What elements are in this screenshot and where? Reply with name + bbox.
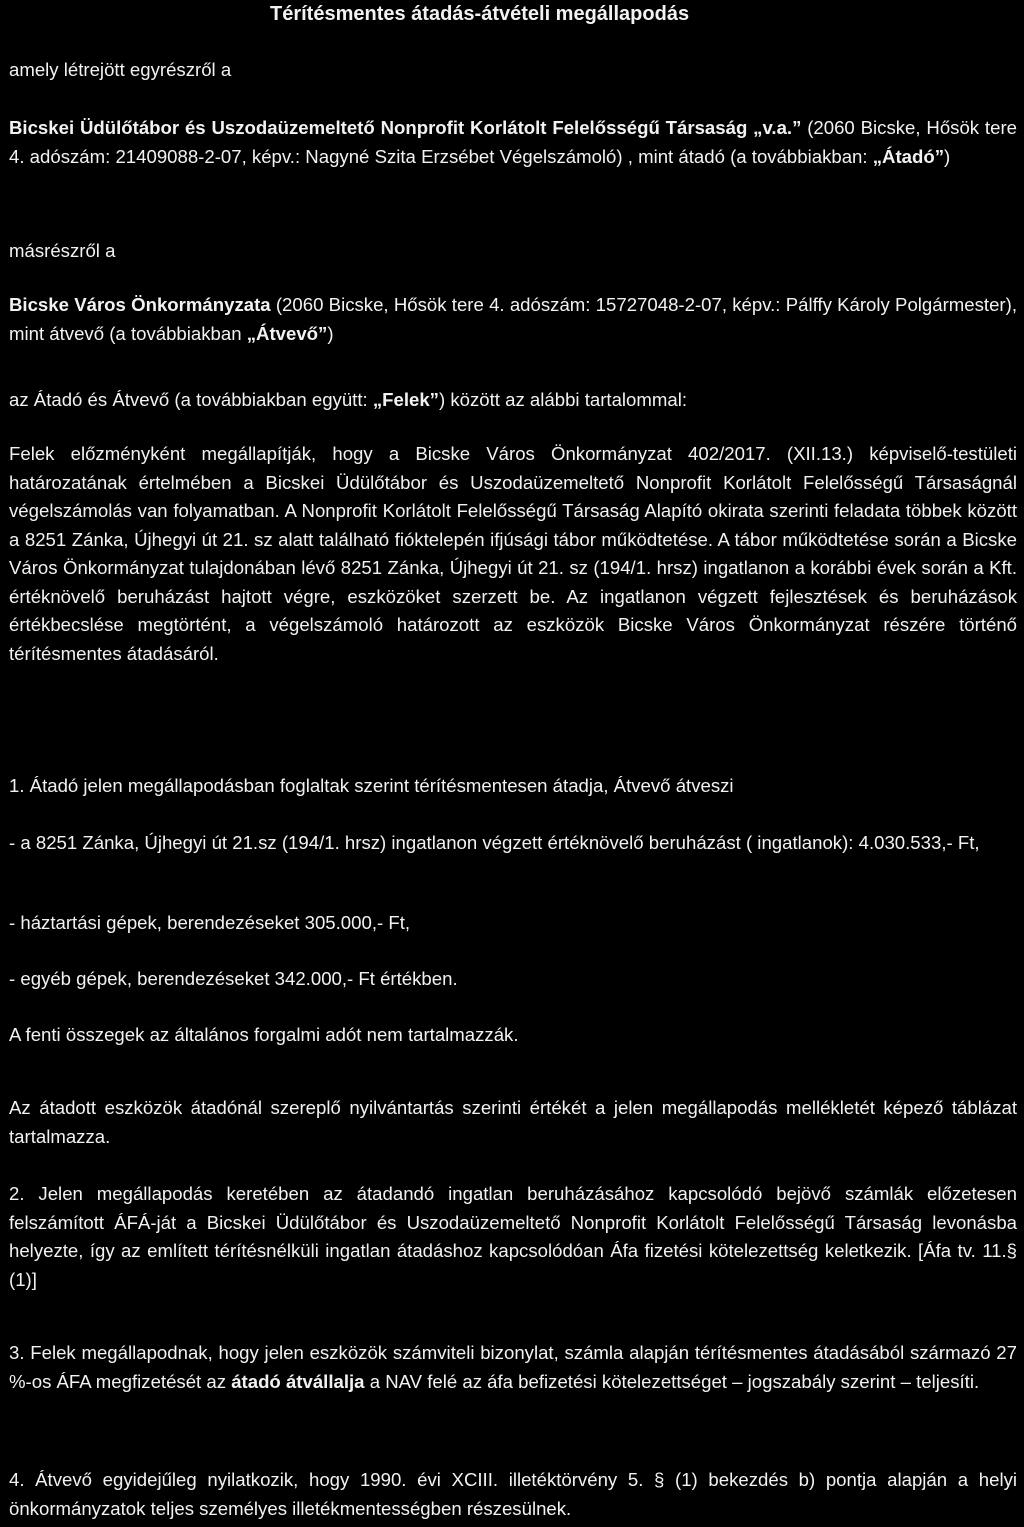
party2-paragraph: [9, 291, 1017, 348]
party2-details: (2060 Bicske, Hősök tere 4. adószám: 15727048-2-07, képv.: Pálffy Károly Polgármester), mint átvevő (a továbbiakban: [9, 294, 1017, 344]
clause-1: 1. Átadó jelen megállapodásban foglaltak szerint térítésmentesen átadja, Átvevő átveszi: [9, 775, 734, 796]
parties-paragraph: [9, 386, 1017, 415]
parties-before: az Átadó és Átvevő (a továbbiakban együtt:: [9, 389, 373, 410]
party2-short: „Átvevő”: [246, 322, 328, 344]
parties-short: „Felek”: [372, 389, 439, 410]
clause-3-text-end: a NAV felé az áfa befizetési kötelezettséget – jogszabály szerint – teljesíti.: [364, 1370, 980, 1392]
clause-3-text: 3. Felek megállapodnak, hogy jelen eszközök számviteli bizonylat, számla alapján térítésmentes átadásából származó 27 %-os ÁFA megfizetését az: [9, 1342, 1017, 1392]
party1-paragraph: [9, 114, 1017, 171]
vat-note: A fenti összegek az általános forgalmi adót nem tartalmazzák.: [9, 1024, 519, 1045]
party1-close: ): [944, 145, 951, 167]
asset-item-1: - a 8251 Zánka, Újhegyi út 21.sz (194/1. hrsz) ingatlanon végzett értéknövelő beruházást ( ingatlanok): 4.030.533,- Ft,: [9, 832, 980, 853]
clause-4: 4. Átvevő egyidejűleg nyilatkozik, hogy 1990. évi XCIII. illetéktörvény 5. § (1) bekezdés b) pontja alapján a helyi önkormányzatok teljes személyes illetékmentességben részesülnek.: [9, 1469, 1017, 1519]
clause-3: [9, 1339, 1017, 1396]
party1-short: „Átadó”: [872, 145, 945, 167]
document-title: Térítésmentes átadás-átvételi megállapodás: [270, 3, 690, 25]
parties-after: ) között az alábbi tartalommal:: [438, 389, 688, 410]
preamble-paragraph: Felek előzményként megállapítják, hogy a Bicske Város Önkormányzat 402/2017. (XII.13.) képviselő-testületi határozatának értelmében a Bicskei Üdülőtábor és Uszodaüzemeltető Nonprofit Korlátolt Felelősségű Társaságnál végelszámolás van folyamatban. A Nonprofit Korlátolt Felelősségű Társaság Alapító okirata szerinti feladata többek között a 8251 Zánka, Újhegyi út 21. sz alatt található fióktelepén ifjúsági tábor működtetése. A tábor működtetése során a Bicske Város Önkormányzat tulajdonában lévő 8251 Zánka, Újhegyi út 21. sz (194/1. hrsz) ingatlanon a korábbi évek során a Kft. értéknövelő beruházást hajtott végre, eszközöket szerzett be. Az ingatlanon végzett fejlesztések és beruházások értékbecslése megtörtént, a végelszámoló határozott az eszközök Bicske Város Önkormányzat részére történő térítésmentes átadásáról.: [9, 443, 1017, 664]
party2-close: ): [327, 322, 334, 344]
party1-name: Bicskei Üdülőtábor és Uszodaüzemeltető Nonprofit Korlátolt Felelősségű Társaság „v.a.”: [9, 117, 802, 138]
asset-item-2: - háztartási gépek, berendezéseket 305.000,- Ft,: [9, 912, 411, 933]
party2-name: Bicske Város Önkormányzata: [9, 294, 271, 315]
party1-details: (2060 Bicske, Hősök tere 4. adószám: 21409088-2-07, képv.: Nagyné Szita Erzsébet Végelszámoló) , mint átadó (a továbbiakban:: [9, 117, 1017, 167]
intro-line: amely létrejött egyrészről a: [9, 59, 232, 80]
clause-3-bold: átadó átvállalja: [231, 1370, 365, 1392]
asset-item-3: - egyéb gépek, berendezéseket 342.000,- Ft értékben.: [9, 968, 458, 989]
other-side-line: másrészről a: [9, 240, 116, 261]
clause-2: 2. Jelen megállapodás keretében az átadandó ingatlan beruházásához kapcsolódó bejövő számlák előzetesen felszámított ÁFÁ-ját a Bicskei Üdülőtábor és Uszodaüzemeltető Nonprofit Korlátolt Felelősségű Társaság levonásba helyezte, így az említett térítésnélküli ingatlan átadáshoz kapcsolódóan Áfa fizetési kötelezettség keletkezik. [Áfa tv. 11.§ (1)]: [9, 1183, 1017, 1290]
annex-note: Az átadott eszközök átadónál szereplő nyilvántartás szerinti értékét a jelen megállapodás mellékletét képező táblázat tartalmazza.: [9, 1097, 1017, 1147]
